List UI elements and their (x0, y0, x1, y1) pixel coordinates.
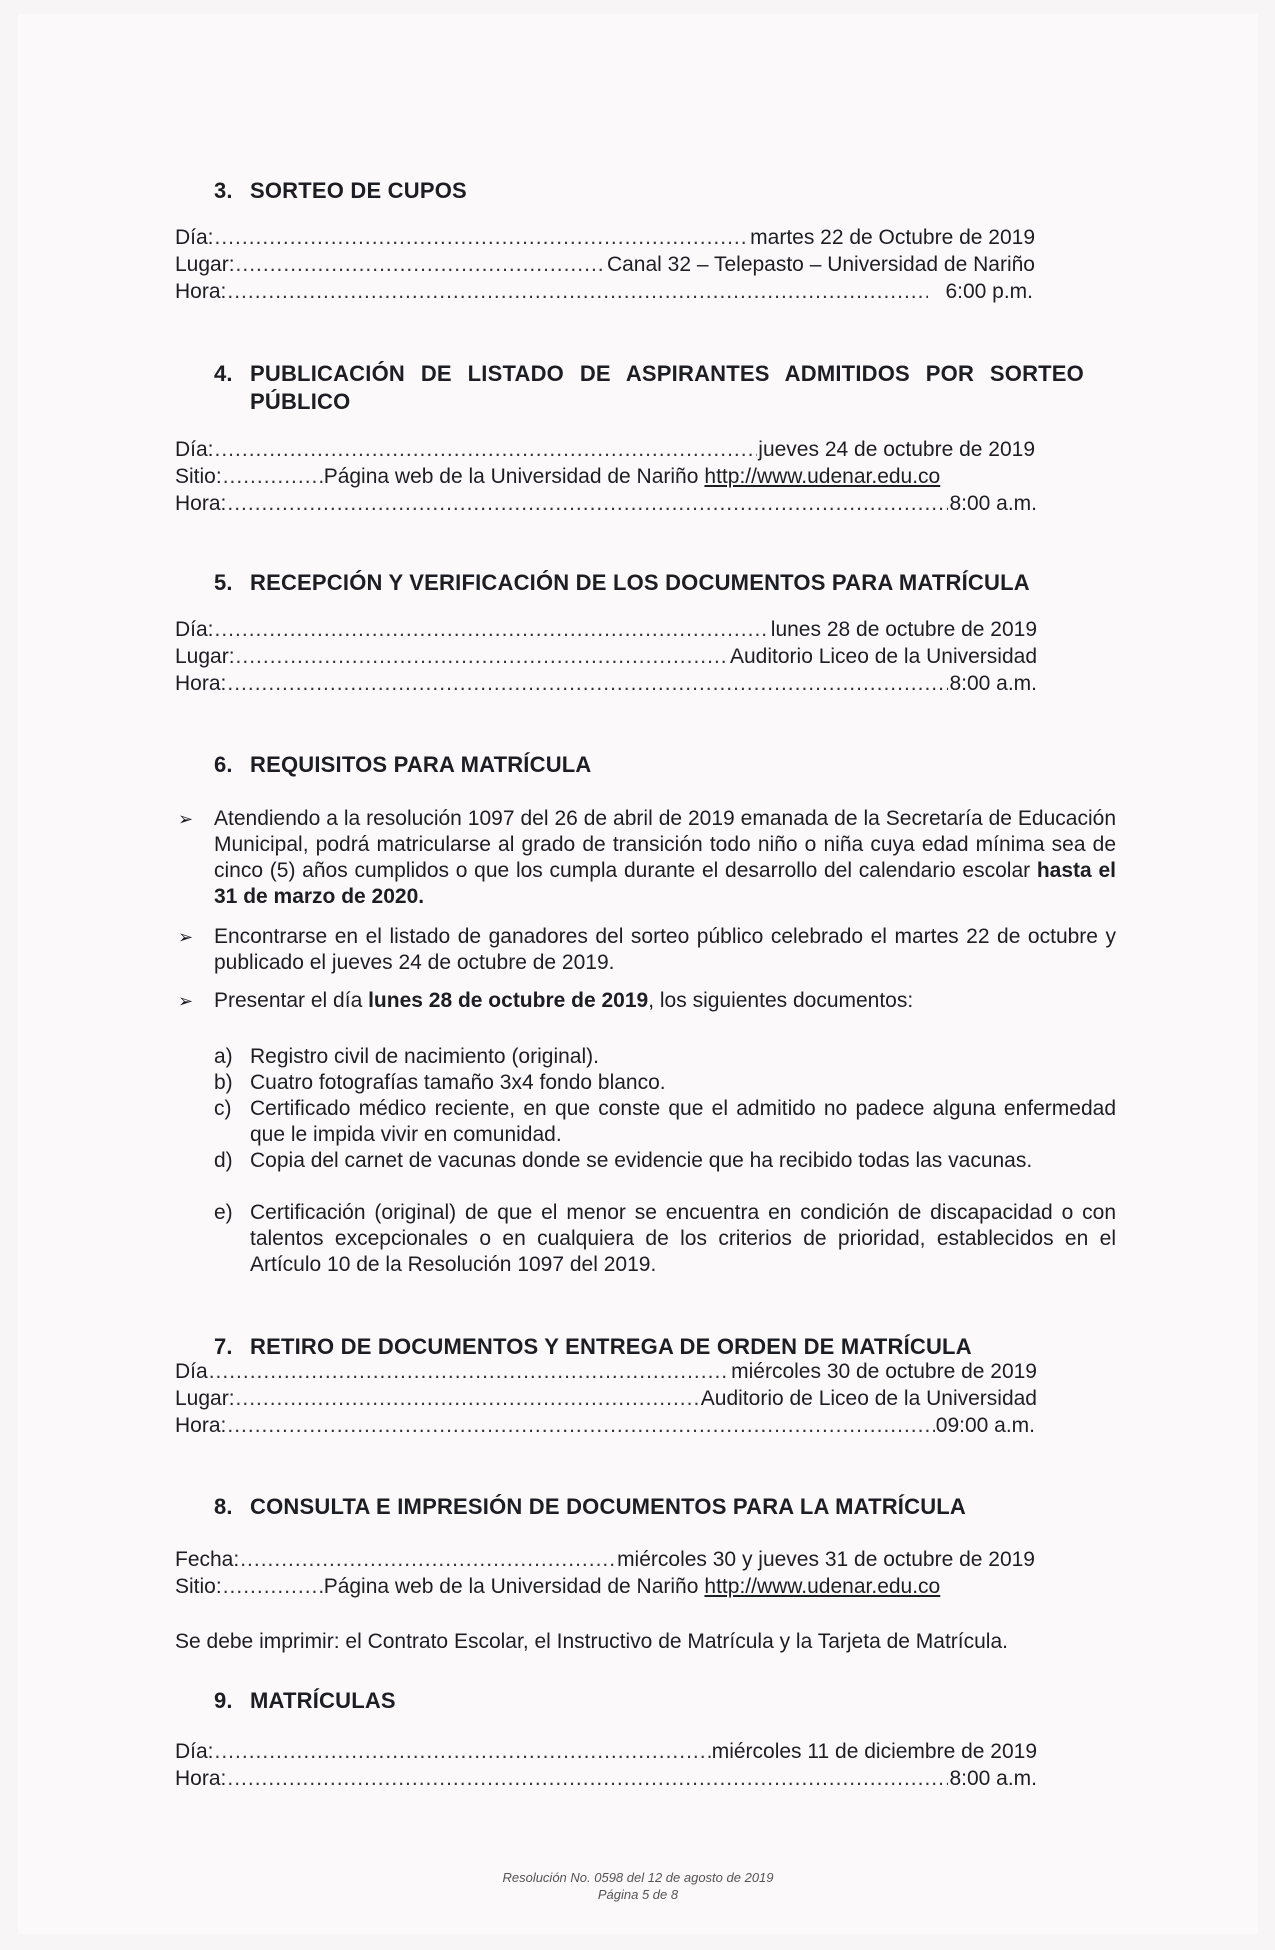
section-5-heading (214, 570, 1030, 596)
footer-resolution: Resolución No. 0598 del 12 de agosto de 2019 (502, 1870, 774, 1885)
document-page (18, 14, 1258, 1934)
s4-sitio-row (175, 465, 1037, 489)
item-text: Registro civil de nacimiento (original). (250, 1045, 599, 1068)
s4-hora-row (175, 492, 1037, 516)
leader-dots (215, 618, 770, 642)
leader-dots (236, 253, 606, 277)
row-value: Auditorio Liceo de la Universidad (729, 645, 1037, 668)
item-letter: b) (214, 1071, 233, 1094)
section-number: 5. (214, 570, 233, 595)
leader-dots (227, 1767, 948, 1791)
row-label: Hora: (175, 492, 227, 515)
item-text: Certificado médico reciente, en que conste que el admitido no padece alguna enfermedad que le impida vivir en comunidad. (250, 1097, 1116, 1146)
row-label: Día (175, 1360, 208, 1383)
bullet-text: , los siguientes documentos: (648, 989, 914, 1012)
document-item-e (214, 1200, 1116, 1278)
leader-dots (223, 1575, 323, 1599)
section-4-heading (214, 360, 1084, 416)
leader-dots (209, 1360, 730, 1384)
s3-dia-row (175, 226, 1035, 250)
document-item-c (214, 1096, 1116, 1148)
item-letter: a) (214, 1045, 233, 1068)
row-value: miércoles 30 y jueves 31 de octubre de 2019 (617, 1548, 1035, 1571)
row-value: 8:00 a.m. (949, 492, 1037, 515)
bullet-text: Atendiendo a la resolución 1097 del 26 de abril de 2019 emanada de la Secretaría de Educación Municipal, podrá matricularse al grado de transición todo niño o niña cuya edad mínima sea de cinco (5) años cumplidos o que los cumpla durante el desarrollo del calendario escolar (214, 807, 1116, 882)
row-label: Día: (175, 226, 214, 249)
s5-hora-row (175, 672, 1037, 696)
section-number: 3. (214, 178, 233, 203)
leader-dots (240, 1548, 616, 1572)
leader-dots (227, 280, 928, 304)
bullet-bold-text: lunes 28 de octubre de 2019 (368, 989, 649, 1012)
leader-dots (215, 438, 758, 462)
bullet-text: Encontrarse en el listado de ganadores del sorteo público celebrado el martes 22 de octubre y publicado el jueves 24 de octubre de 2019. (214, 925, 1116, 974)
arrow-bullet-icon: ➢ (178, 809, 194, 829)
section-title: REQUISITOS PARA MATRÍCULA (250, 752, 592, 777)
row-label: Lugar: (175, 1387, 235, 1410)
row-value: Canal 32 – Telepasto – Universidad de Nariño (606, 253, 1035, 276)
requirement-bullet-1 (178, 806, 1116, 910)
s7-lugar-row (175, 1387, 1037, 1411)
row-value: Página web de la Universidad de Nariño (323, 1575, 699, 1598)
row-value: martes 22 de Octubre de 2019 (750, 226, 1035, 249)
row-label: Fecha: (175, 1548, 240, 1571)
s3-hora-row (175, 280, 1033, 304)
leader-dots (236, 1387, 700, 1411)
section-8-heading (214, 1494, 966, 1520)
section-number: 8. (214, 1494, 233, 1519)
item-letter: e) (214, 1201, 233, 1224)
s9-hora-row (175, 1767, 1037, 1791)
website-link[interactable]: http://www.udenar.edu.co (704, 465, 941, 488)
section-7-heading (214, 1334, 972, 1360)
s8-sitio-row (175, 1575, 1037, 1599)
row-value: miércoles 30 de octubre de 2019 (731, 1360, 1037, 1383)
row-value: jueves 24 de octubre de 2019 (758, 438, 1035, 461)
requirement-bullet-2 (178, 924, 1116, 976)
row-label: Sitio: (175, 465, 222, 488)
s7-hora-row (175, 1414, 1035, 1438)
section-number: 9. (214, 1688, 233, 1713)
bullet-bold-text: hasta el 31 de marzo de 2020. (214, 859, 1116, 908)
row-value: Página web de la Universidad de Nariño (323, 465, 699, 488)
requirement-bullet-3 (178, 988, 1116, 1014)
leader-dots (227, 492, 948, 516)
row-label: Hora: (175, 1767, 227, 1790)
item-letter: d) (214, 1149, 233, 1172)
section-6-heading (214, 752, 592, 778)
item-text: Copia del carnet de vacunas donde se evidencie que ha recibido todas las vacunas. (250, 1149, 1033, 1172)
s9-dia-row (175, 1740, 1037, 1764)
arrow-bullet-icon: ➢ (178, 927, 194, 947)
row-value: miércoles 11 de diciembre de 2019 (711, 1740, 1037, 1763)
row-value: Auditorio de Liceo de la Universidad (700, 1387, 1037, 1410)
row-label: Hora: (175, 280, 227, 303)
section-number: 7. (214, 1334, 233, 1359)
leader-dots (227, 672, 948, 696)
row-label: Lugar: (175, 253, 235, 276)
section-title: PUBLICACIÓN DE LISTADO DE ASPIRANTES ADMITIDOS POR SORTEO PÚBLICO (250, 361, 1084, 414)
row-label: Hora: (175, 672, 227, 695)
s7-dia-row (175, 1360, 1037, 1384)
s4-dia-row (175, 438, 1035, 462)
section-title: MATRÍCULAS (250, 1688, 396, 1713)
document-item-d (214, 1148, 1116, 1174)
row-value: 8:00 a.m. (949, 1767, 1037, 1790)
row-label: Día: (175, 1740, 214, 1763)
leader-dots (215, 226, 750, 250)
footer-page-number: Página 5 de 8 (597, 1887, 679, 1902)
item-text: Certificación (original) de que el menor se encuentra en condición de discapacidad o con talentos excepcionales o en cualquiera de los criterios de prioridad, establecidos en el Artículo 10 de la Resolución 1097 del 2019. (250, 1201, 1116, 1276)
leader-dots (236, 645, 729, 669)
section-number: 6. (214, 752, 233, 777)
row-label: Hora: (175, 1414, 227, 1437)
s5-dia-row (175, 618, 1037, 642)
row-label: Día: (175, 438, 214, 461)
print-note: Se debe imprimir: el Contrato Escolar, el Instructivo de Matrícula y la Tarjeta de Matrícula. (175, 1630, 1008, 1653)
section-title: RETIRO DE DOCUMENTOS Y ENTREGA DE ORDEN DE MATRÍCULA (250, 1334, 972, 1359)
item-letter: c) (214, 1097, 232, 1120)
section-title: SORTEO DE CUPOS (250, 178, 467, 203)
item-text: Cuatro fotografías tamaño 3x4 fondo blanco. (250, 1071, 666, 1094)
row-value: lunes 28 de octubre de 2019 (770, 618, 1037, 641)
s8-fecha-row (175, 1548, 1035, 1572)
row-label: Día: (175, 618, 214, 641)
section-9-heading (214, 1688, 396, 1714)
section-3-heading (214, 178, 467, 204)
leader-dots (227, 1414, 934, 1438)
website-link[interactable]: http://www.udenar.edu.co (704, 1575, 941, 1598)
arrow-bullet-icon: ➢ (178, 991, 194, 1011)
leader-dots (223, 465, 323, 489)
row-value: 6:00 p.m. (945, 280, 1033, 303)
row-value: 8:00 a.m. (949, 672, 1037, 695)
row-label: Sitio: (175, 1575, 222, 1598)
leader-dots (215, 1740, 711, 1764)
row-value: 09:00 a.m. (935, 1414, 1035, 1437)
bullet-text: Presentar el día (214, 989, 369, 1012)
section-title: CONSULTA E IMPRESIÓN DE DOCUMENTOS PARA LA MATRÍCULA (250, 1494, 967, 1519)
row-label: Lugar: (175, 645, 235, 668)
document-item-b (214, 1070, 1116, 1096)
section-title: RECEPCIÓN Y VERIFICACIÓN DE LOS DOCUMENTOS PARA MATRÍCULA (250, 570, 1030, 595)
s5-lugar-row (175, 645, 1037, 669)
s3-lugar-row (175, 253, 1035, 277)
document-item-a (214, 1044, 1116, 1070)
section-number: 4. (214, 361, 233, 386)
